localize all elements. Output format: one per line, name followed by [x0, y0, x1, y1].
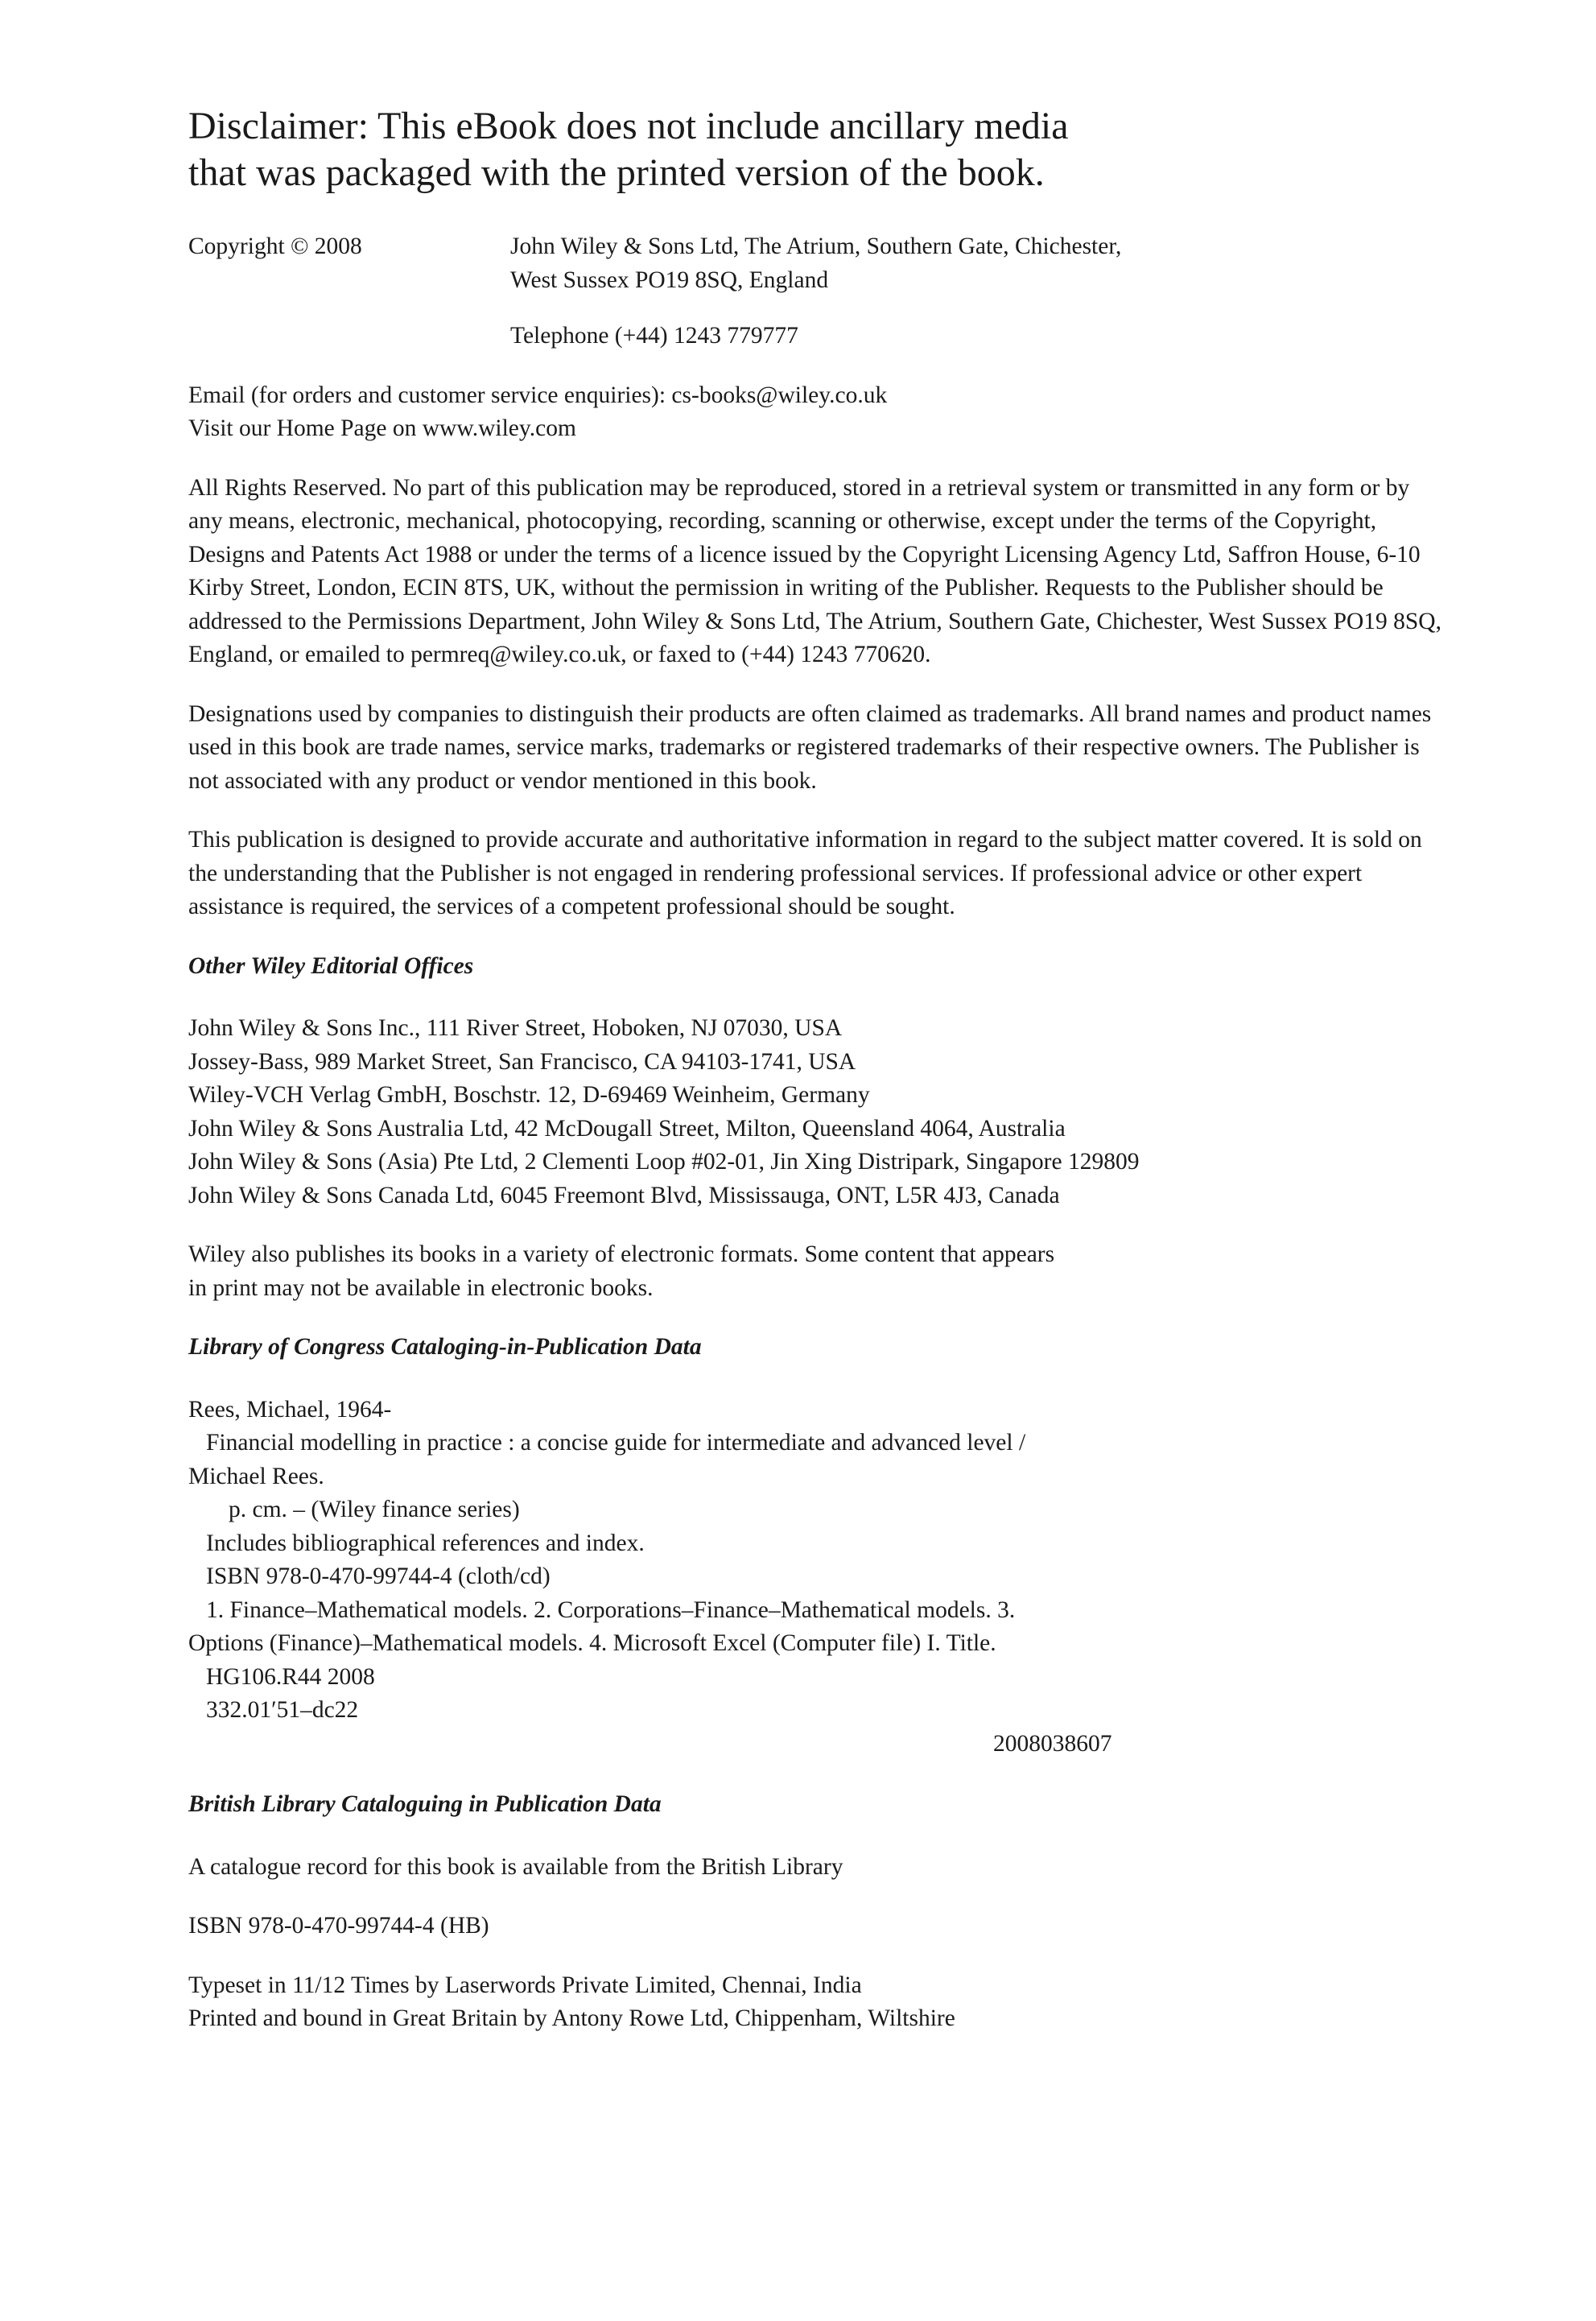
cip-author: Rees, Michael, 1964- [188, 1396, 392, 1423]
bl-record: A catalogue record for this book is available from the British Library [188, 1853, 843, 1880]
disclaimer-line: Disclaimer: This eBook does not include ancillary media [188, 105, 1069, 147]
cip-title: Financial modelling in practice : a concise guide for intermediate and advanced level / [206, 1430, 1026, 1456]
electronic-formats-note [188, 1238, 1444, 1305]
office-item: John Wiley & Sons Canada Ltd, 6045 Freemont Blvd, Mississauga, ONT, L5R 4J3, Canada [188, 1182, 1060, 1208]
printed-line: Printed and bound in Great Britain by Antony Rowe Ltd, Chippenham, Wiltshire [188, 2005, 955, 2031]
telephone: Telephone (+44) 1243 779777 [510, 323, 798, 349]
copyright-page [188, 103, 1444, 2036]
bl-isbn: ISBN 978-0-470-99744-4 (HB) [188, 1913, 489, 1939]
cip-lccn: 2008038607 [993, 1730, 1112, 1757]
accuracy-paragraph: This publication is designed to provide accurate and authoritative information in regard to the subject matter covered. It is sold on the understanding that the Publisher is not engaged in rendering professional services. If professional advice or other expert assistance is required, the services of a competent professional should be sought. [188, 827, 1422, 919]
copyright-body [188, 230, 1444, 2036]
offices-list [188, 1012, 1444, 1212]
loc-cip-record [188, 1394, 1444, 1761]
office-item: John Wiley & Sons (Asia) Pte Ltd, 2 Clementi Loop #02-01, Jin Xing Distripark, Singapore 129809 [188, 1149, 1140, 1175]
office-item: Jossey-Bass, 989 Market Street, San Francisco, CA 94103-1741, USA [188, 1048, 856, 1075]
cip-subjects-cont: Options (Finance)–Mathematical models. 4. Microsoft Excel (Computer file) I. Title. [188, 1630, 996, 1656]
copyright-notice [188, 230, 1444, 297]
disclaimer-heading [188, 103, 1444, 196]
email-line: Email (for orders and customer service enquiries): cs-books@wiley.co.uk [188, 382, 888, 408]
bl-cip-heading: British Library Cataloguing in Publication Data [188, 1791, 662, 1817]
cip-subjects: 1. Finance–Mathematical models. 2. Corporations–Finance–Mathematical models. 3. [206, 1596, 1016, 1623]
rights-paragraph: All Rights Reserved. No part of this publication may be reproduced, stored in a retrieval system or transmitted in any form or by any means, electronic, mechanical, photocopying, recording, scanning or otherwise, except under the terms of the Copyright, Designs and Patents Act 1988 or under the terms of a licence issued by the Copyright Licensing Agency Ltd, Saffron House, 6-10 Kirby Street, London, ECIN 8TS, UK, without the permission in writing of the Publisher. Requests to the Publisher should be addressed to the Permissions Department, John Wiley & Sons Ltd, The Atrium, Southern Gate, Chichester, West Sussex PO19 8SQ, England, or emailed to permreq@wiley.co.uk, or faxed to (+44) 1243 770620. [188, 474, 1441, 667]
trademarks-paragraph: Designations used by companies to distinguish their products are often claimed as trademarks. All brand names and product names used in this book are trade names, service marks, trademarks or registered trademarks of their respective owners. The Publisher is not associated with any product or vendor mentioned in this book. [188, 700, 1432, 794]
cip-series: p. cm. – (Wiley finance series) [229, 1497, 520, 1522]
homepage-line: Visit our Home Page on www.wiley.com [188, 415, 576, 441]
office-item: John Wiley & Sons Inc., 111 River Street, Hoboken, NJ 07030, USA [188, 1015, 843, 1041]
production-info [188, 1969, 1444, 2036]
typeset-line: Typeset in 11/12 Times by Laserwords Private Limited, Chennai, India [188, 1972, 862, 1998]
cip-isbn: ISBN 978-0-470-99744-4 (cloth/cd) [206, 1563, 551, 1589]
copyright-label: Copyright © 2008 [188, 233, 362, 259]
address-line: John Wiley & Sons Ltd, The Atrium, Southern Gate, Chichester, [510, 233, 1122, 259]
disclaimer-line: that was packaged with the printed version of the book. [188, 151, 1045, 194]
address-line: West Sussex PO19 8SQ, England [510, 266, 829, 293]
electronic-line: Wiley also publishes its books in a variety of electronic formats. Some content that appears [188, 1241, 1055, 1267]
cip-call-number: HG106.R44 2008 [206, 1663, 375, 1690]
office-item: John Wiley & Sons Australia Ltd, 42 McDougall Street, Milton, Queensland 4064, Australia [188, 1115, 1066, 1142]
office-item: Wiley-VCH Verlag GmbH, Boschstr. 12, D-69469 Weinheim, Germany [188, 1082, 870, 1108]
electronic-line: in print may not be available in electronic books. [188, 1274, 654, 1301]
cip-dewey: 332.01′51–dc22 [206, 1697, 359, 1723]
contact-info [188, 379, 1444, 446]
cip-includes: Includes bibliographical references and index. [206, 1530, 645, 1556]
publisher-address [510, 230, 1121, 297]
loc-cip-heading: Library of Congress Cataloging-in-Publication Data [188, 1334, 702, 1360]
offices-heading: Other Wiley Editorial Offices [188, 952, 474, 979]
cip-title-cont: Michael Rees. [188, 1463, 324, 1489]
